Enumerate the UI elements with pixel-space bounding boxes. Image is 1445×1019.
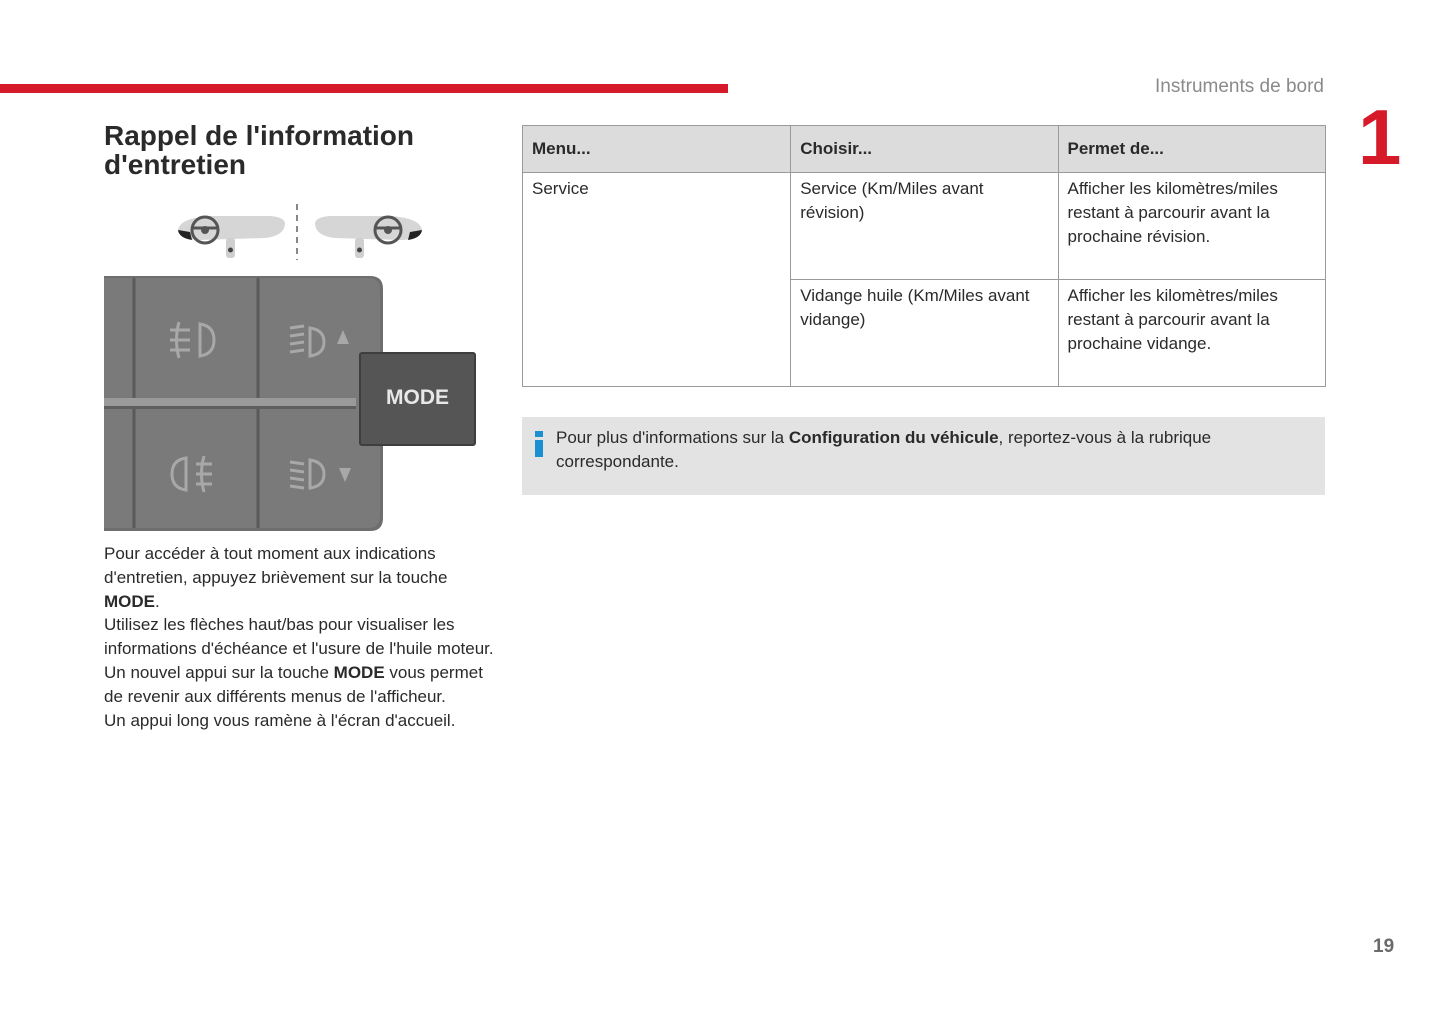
left-hand-drive-icon bbox=[178, 216, 285, 258]
steering-wheel-illustration bbox=[170, 200, 430, 266]
p3-end: vous permet de revenir aux différents menus de l'afficheur. bbox=[104, 662, 483, 706]
cell-allows: Afficher les kilomètres/miles restant à parcourir avant la prochaine vidange. bbox=[1058, 280, 1326, 387]
header-section-title: Instruments de bord bbox=[1155, 76, 1324, 97]
header-red-bar bbox=[0, 84, 728, 93]
paragraph-4: Un appui long vous ramène à l'écran d'accueil. bbox=[104, 710, 456, 730]
info-text-start: Pour plus d'informations sur la bbox=[556, 428, 789, 447]
chapter-number: 1 bbox=[1358, 93, 1402, 181]
info-text bbox=[556, 426, 1296, 474]
page-title: Rappel de l'information d'entretien bbox=[104, 120, 415, 180]
p1-text: Pour accéder à tout moment aux indications d'entretien, appuyez brièvement sur la touche bbox=[104, 544, 448, 587]
cell-allows: Afficher les kilomètres/miles restant à parcourir avant la prochaine révision. bbox=[1058, 173, 1326, 280]
info-icon bbox=[534, 431, 544, 457]
table-header-row bbox=[523, 126, 1326, 173]
p3-text: Un nouvel appui sur la touche bbox=[104, 662, 334, 682]
mode-button-label: MODE bbox=[386, 386, 449, 409]
cell-choose: Vidange huile (Km/Miles avant vidange) bbox=[791, 280, 1058, 387]
header-choose: Choisir... bbox=[791, 126, 1058, 173]
menu-table bbox=[522, 125, 1326, 387]
info-note bbox=[522, 417, 1325, 495]
cell-menu-service: Service bbox=[523, 173, 791, 387]
p3-bold: MODE bbox=[333, 662, 385, 682]
paragraph-3 bbox=[104, 661, 494, 709]
paragraph-2: Utilisez les flèches haut/bas pour visualiser les informations d'échéance et l'usure de l'huile moteur. bbox=[104, 615, 494, 659]
control-panel-illustration bbox=[104, 276, 484, 536]
right-hand-drive-icon bbox=[315, 216, 422, 258]
table-row bbox=[523, 173, 1326, 280]
paragraph-1 bbox=[104, 542, 494, 613]
body-text bbox=[104, 542, 494, 732]
header-menu: Menu... bbox=[523, 126, 791, 173]
page-number: 19 bbox=[1373, 936, 1395, 957]
p1-end: . bbox=[155, 591, 160, 611]
p1-bold: MODE bbox=[104, 591, 155, 611]
info-link-text: Configuration du véhicule bbox=[788, 428, 999, 447]
info-text-end: , reportez-vous à la rubrique correspondante. bbox=[556, 428, 1212, 471]
cell-choose: Service (Km/Miles avant révision) bbox=[791, 173, 1058, 280]
header-allows: Permet de... bbox=[1058, 126, 1326, 173]
